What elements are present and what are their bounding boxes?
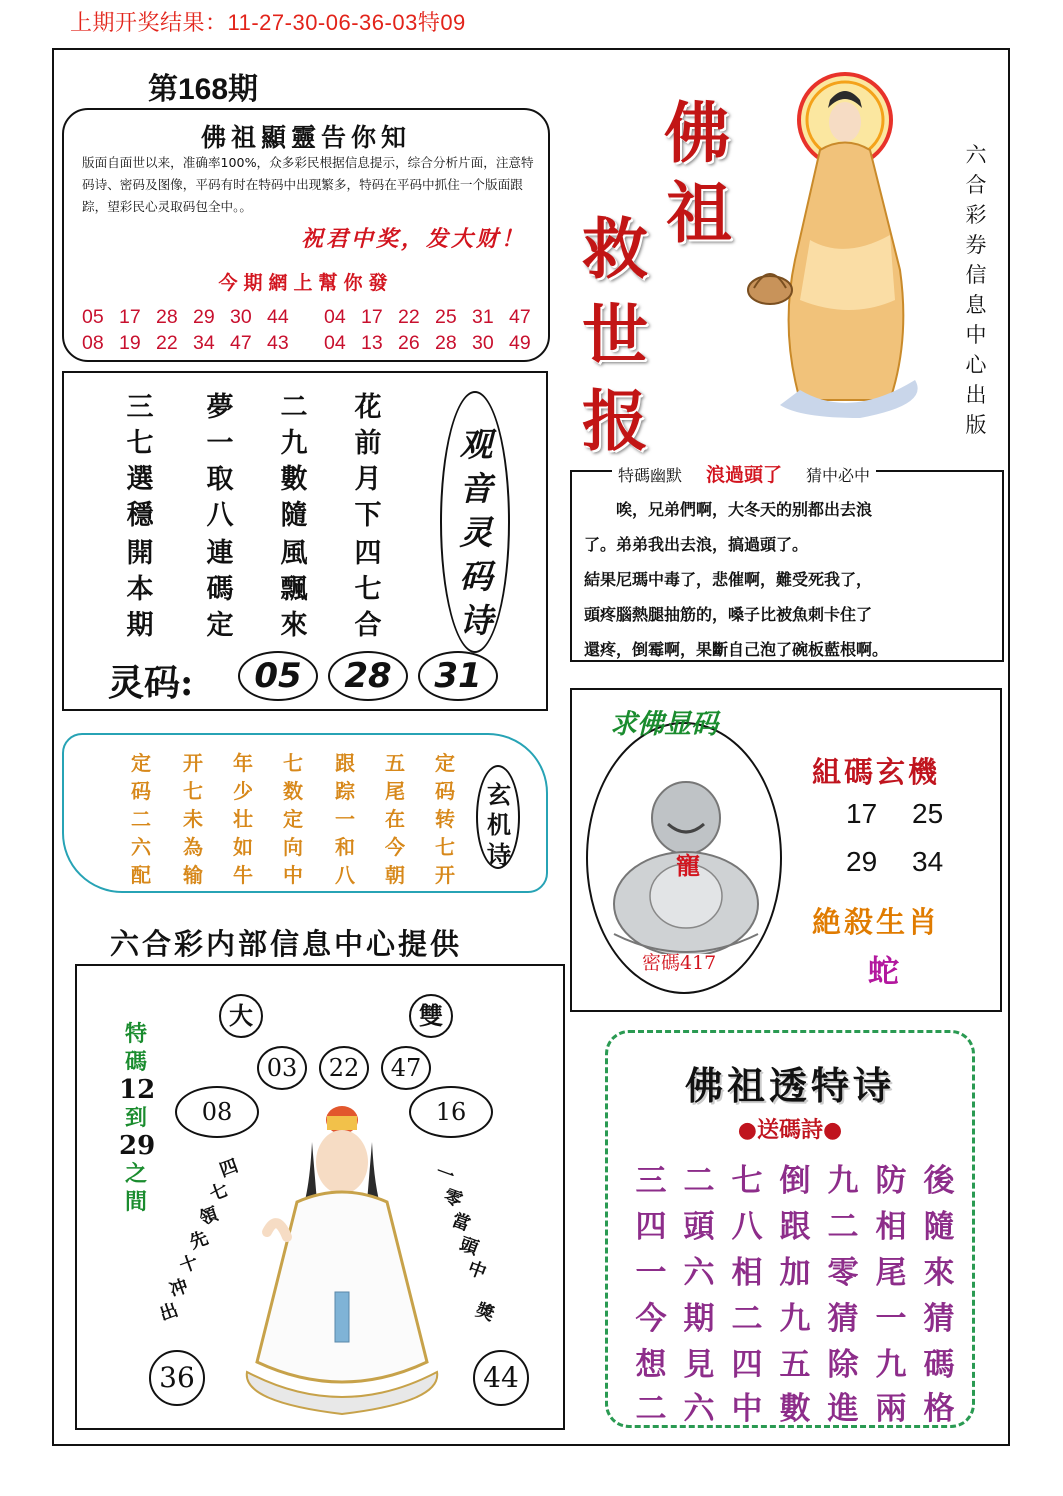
- poem-char: 前: [354, 428, 382, 459]
- poem-char: 定: [206, 610, 234, 641]
- joke-line: 頭疼腦熱腿抽筋的，嗓子比被魚刺卡住了: [584, 605, 873, 624]
- joke-title: 浪過頭了: [706, 464, 783, 486]
- zuma-number: 29: [846, 846, 878, 877]
- number-row: [82, 332, 304, 355]
- oval-char: 玄: [487, 780, 511, 809]
- xuanji-char: 码: [131, 779, 151, 803]
- number: 44: [267, 306, 289, 328]
- buddha-code-title: 求佛显码: [610, 709, 718, 740]
- oval-char: 灵: [459, 513, 493, 552]
- oval-char: 诗: [487, 840, 511, 869]
- poem-char: 碼: [206, 574, 234, 605]
- xuanji-char: 二: [131, 807, 151, 831]
- poem-char: 九: [280, 428, 308, 459]
- poem-char: 花: [354, 392, 382, 423]
- left-verse-char: 冲: [166, 1275, 192, 1302]
- buddha-code-box: [570, 688, 1002, 1012]
- number: 13: [361, 332, 383, 354]
- xuanji-char: 壮: [233, 807, 253, 831]
- number: 08: [82, 332, 104, 354]
- number: 30: [472, 332, 494, 354]
- oval-char: 机: [487, 810, 511, 839]
- lingma-number: 05: [238, 651, 318, 701]
- number: 31: [472, 306, 494, 328]
- right-verse-char: 頭: [456, 1233, 482, 1260]
- xuanji-char: 五: [385, 751, 405, 775]
- special-poem-char: 三: [635, 1163, 667, 1199]
- xuanji-char: 定: [435, 751, 455, 775]
- issue-number: 第168期: [148, 73, 259, 106]
- poem-box: [62, 371, 548, 711]
- special-poem-char: 跟: [779, 1209, 811, 1245]
- special-poem-char: 猜: [827, 1301, 859, 1337]
- provider-text: 六合彩内部信息中心提供: [110, 927, 463, 961]
- number: 30: [230, 306, 252, 328]
- poem-char: 八: [206, 500, 234, 531]
- kill-zodiac-title: 絶殺生肖: [812, 905, 941, 939]
- special-poem-char: 六: [683, 1391, 715, 1427]
- special-poem-char: 今: [635, 1301, 667, 1337]
- right-verse-char: 獎: [472, 1299, 498, 1326]
- special-poem-char: 六: [683, 1255, 715, 1291]
- corner-number: 44: [473, 1350, 529, 1406]
- poem-char: 本: [126, 574, 154, 605]
- joke-body: [584, 492, 992, 667]
- number: 47: [509, 306, 531, 328]
- right-verse-char: 一: [432, 1161, 458, 1188]
- special-poem-char: 想: [635, 1347, 667, 1383]
- left-verse-char: 十: [176, 1251, 202, 1278]
- poem-title-oval: [440, 391, 510, 653]
- xuanji-char: 尾: [385, 779, 405, 803]
- special-poem-char: 二: [683, 1163, 715, 1199]
- poem-char: 四: [354, 538, 382, 569]
- seated-guanyin-illustration: [227, 1102, 457, 1422]
- xuanji-char: 七: [435, 835, 455, 859]
- special-poem-char: 相: [875, 1209, 907, 1245]
- intro-title: 佛祖顯靈告你知: [200, 123, 411, 152]
- left-verse-char: 七: [206, 1179, 232, 1206]
- special-poem-char: 倒: [779, 1163, 811, 1199]
- poem-char: 七: [354, 574, 382, 605]
- poem-char: 夢: [206, 392, 234, 423]
- title-char: 报: [582, 382, 648, 460]
- number-row: [324, 306, 546, 329]
- xuanji-char: 开: [183, 751, 203, 775]
- special-poem-char: 進: [827, 1391, 859, 1427]
- number-row: [324, 332, 546, 355]
- xuanji-char: 转: [435, 807, 455, 831]
- corner-number: 36: [149, 1350, 205, 1406]
- xuanji-char: 向: [283, 835, 303, 859]
- joke-header-left: 特碼幽默: [618, 466, 683, 485]
- special-poem-char: 隨: [923, 1209, 955, 1245]
- title-char: 祖: [666, 174, 732, 252]
- special-poem-char: 二: [827, 1209, 859, 1245]
- kill-zodiac-value: 蛇: [868, 954, 899, 990]
- right-verse-char: 零: [440, 1185, 466, 1212]
- lingma-number: 31: [418, 651, 498, 701]
- special-poem-char: 格: [923, 1391, 955, 1427]
- number: 04: [324, 306, 346, 328]
- number: 17: [119, 306, 141, 328]
- special-poem-char: 防: [875, 1163, 907, 1199]
- xuanji-char: 数: [283, 779, 303, 803]
- xuanji-char: 码: [435, 779, 455, 803]
- special-poem-char: 見: [683, 1347, 715, 1383]
- special-poem-char: 五: [779, 1347, 811, 1383]
- previous-result: 上期开奖结果：11-27-30-06-36-03特09: [70, 10, 466, 35]
- number: 17: [361, 306, 383, 328]
- xuanji-char: 為: [183, 835, 203, 859]
- special-poem-char: 來: [923, 1255, 955, 1291]
- publisher-vertical-text: 六合彩券信息中心出版: [965, 143, 987, 437]
- intro-slogan: 祝君中奖，发大财！: [300, 226, 526, 252]
- number: 22: [398, 306, 420, 328]
- special-poem-char: 九: [779, 1301, 811, 1337]
- top-number: 03: [257, 1046, 307, 1090]
- xuanji-char: 朝: [385, 863, 405, 887]
- poem-char: 期: [126, 610, 154, 641]
- special-poem-title: 佛祖透特诗: [684, 1063, 895, 1108]
- zuma-title: 組碼玄機: [812, 755, 941, 789]
- number-row: [82, 306, 304, 329]
- tema-char: 到: [124, 1105, 147, 1131]
- top-number: 47: [381, 1046, 431, 1090]
- special-poem-char: 期: [683, 1301, 715, 1337]
- poem-char: 穩: [126, 500, 154, 531]
- xuanji-char: 踪: [335, 779, 355, 803]
- xuanji-char: 如: [233, 835, 253, 859]
- left-verse-char: 四: [216, 1155, 242, 1182]
- poem-char: 數: [280, 464, 308, 495]
- password-code: 密碼417: [642, 952, 717, 974]
- title-char: 佛: [664, 94, 730, 172]
- special-poem-char: 九: [875, 1347, 907, 1383]
- xuanji-char: 配: [131, 863, 151, 887]
- xuanji-char: 中: [283, 863, 303, 887]
- intro-body: 版面自面世以来，准确率100%，众多彩民根据信息提示，综合分析片面，注意特码诗、密码及图像，平码有时在特码中出现繁多，特码在平码中抓住一个版面跟踪，望彩民心灵取码包全中。。: [82, 155, 534, 214]
- tema-range: [119, 1020, 156, 1216]
- number: 43: [267, 332, 289, 354]
- xuanji-char: 年: [233, 751, 253, 775]
- buddha-center-char: 寵: [676, 851, 700, 880]
- tema-char: 碼: [124, 1049, 147, 1075]
- special-poem-char: 四: [731, 1347, 763, 1383]
- poem-char: 合: [354, 610, 382, 641]
- oval-char: 观: [459, 425, 493, 464]
- xuanji-char: 开: [435, 863, 455, 887]
- number: 28: [435, 332, 457, 354]
- special-poem-char: 七: [731, 1163, 763, 1199]
- xuanji-char: 在: [385, 807, 405, 831]
- special-poem-char: 相: [731, 1255, 763, 1291]
- poem-char: 取: [206, 464, 234, 495]
- special-poem-char: 四: [635, 1209, 667, 1245]
- side-number: 16: [409, 1086, 493, 1138]
- number: 22: [156, 332, 178, 354]
- xuanji-char: 六: [131, 835, 151, 859]
- double-label: 雙: [409, 994, 453, 1038]
- special-poem-char: 除: [827, 1347, 859, 1383]
- joke-line: 還疼，倒霉啊，果斷自己泡了碗板藍根啊。: [584, 640, 889, 659]
- tema-char: 之: [124, 1161, 147, 1187]
- xuanji-char: 牛: [233, 863, 253, 887]
- xuanji-char: 输: [183, 863, 203, 887]
- side-number: 08: [175, 1086, 259, 1138]
- number: 49: [509, 332, 531, 354]
- special-poem-char: 碼: [923, 1347, 955, 1383]
- number: 47: [230, 332, 252, 354]
- special-poem-char: 中: [731, 1391, 763, 1427]
- tema-char: 間: [124, 1189, 147, 1215]
- xuanji-char: 跟: [335, 751, 355, 775]
- number: 04: [324, 332, 346, 354]
- joke-header-right: 猜中必中: [806, 466, 871, 485]
- top-number: 22: [319, 1046, 369, 1090]
- xuanji-char: 今: [385, 835, 405, 859]
- number: 28: [156, 306, 178, 328]
- special-poem-char: 數: [779, 1391, 811, 1427]
- right-verse-char: 中: [464, 1257, 490, 1284]
- xuanji-char: 一: [335, 807, 355, 831]
- left-verse-char: 領: [196, 1203, 222, 1230]
- number: 29: [193, 306, 215, 328]
- left-verse-char: 先: [186, 1227, 212, 1254]
- poem-char: 開: [126, 538, 154, 569]
- number: 05: [82, 306, 104, 328]
- xuanji-char: 和: [335, 835, 355, 859]
- poem-char: 來: [280, 610, 308, 641]
- xuanji-char: 七: [183, 779, 203, 803]
- special-poem-char: 尾: [875, 1255, 907, 1291]
- number: 34: [193, 332, 215, 354]
- guanyin-standing-illustration: [740, 60, 960, 420]
- poem-char: 風: [280, 538, 308, 569]
- special-poem-char: 一: [875, 1301, 907, 1337]
- poem-char: 飄: [280, 574, 308, 605]
- xuanji-char: 定: [131, 751, 151, 775]
- poem-char: 連: [206, 538, 234, 569]
- number: 19: [119, 332, 141, 354]
- special-poem-char: 加: [779, 1255, 811, 1291]
- xuanji-char: 定: [283, 807, 303, 831]
- oval-char: 诗: [459, 601, 493, 640]
- special-poem-char: 兩: [875, 1391, 907, 1427]
- zuma-number: 25: [912, 798, 944, 829]
- title-char: 世: [582, 296, 648, 374]
- special-poem-subtitle: ●送碼詩●: [737, 1117, 843, 1143]
- lingma-number: 28: [328, 651, 408, 701]
- xuanji-title-oval: [476, 765, 520, 869]
- special-poem-char: 頭: [683, 1209, 715, 1245]
- zuma-number: 34: [912, 846, 944, 877]
- joke-header: [612, 460, 876, 487]
- special-poem-char: 二: [635, 1391, 667, 1427]
- xuanji-char: 少: [233, 779, 253, 803]
- poem-char: 三: [126, 392, 154, 423]
- number: 26: [398, 332, 420, 354]
- tema-number: 29: [119, 1131, 156, 1161]
- seated-guanyin-box: [75, 964, 565, 1430]
- special-poem-char: 九: [827, 1163, 859, 1199]
- poem-char: 二: [280, 392, 308, 423]
- special-poem-char: 零: [827, 1255, 859, 1291]
- poem-char: 七: [126, 428, 154, 459]
- lingma-label: 灵码:: [108, 662, 194, 704]
- joke-line: 了。弟弟我出去浪，搞過頭了。: [584, 535, 809, 554]
- tema-number: 12: [119, 1075, 156, 1105]
- xuanji-poem-box: [62, 733, 548, 893]
- special-poem-char: 猜: [923, 1301, 955, 1337]
- right-verse-char: 當: [448, 1209, 474, 1236]
- xuanji-char: 未: [183, 807, 203, 831]
- xuanji-char: 八: [335, 863, 355, 887]
- special-poem-box: [605, 1030, 975, 1428]
- left-verse-char: 出: [156, 1299, 182, 1326]
- title-char: 救: [582, 210, 648, 288]
- xuanji-char: 七: [283, 751, 303, 775]
- joke-line: 結果尼瑪中毒了，悲催啊，難受死我了，: [584, 570, 873, 589]
- zuma-number: 17: [846, 798, 878, 829]
- poem-char: 隨: [280, 500, 308, 531]
- joke-line: 唉，兄弟們啊，大冬天的别都出去浪: [584, 500, 873, 519]
- intro-subtitle: 今期網上幫你發: [218, 272, 394, 294]
- joke-box: [570, 464, 1004, 662]
- poem-char: 下: [354, 500, 382, 531]
- special-poem-char: 一: [635, 1255, 667, 1291]
- big-label: 大: [219, 994, 263, 1038]
- poem-char: 一: [206, 428, 234, 459]
- poem-char: 月: [354, 464, 382, 495]
- oval-char: 音: [459, 469, 493, 508]
- special-poem-char: 八: [731, 1209, 763, 1245]
- tema-char: 特: [124, 1021, 147, 1047]
- oval-char: 码: [459, 557, 493, 596]
- poem-char: 選: [126, 464, 154, 495]
- number: 25: [435, 306, 457, 328]
- special-poem-char: 二: [731, 1301, 763, 1337]
- intro-box: [62, 108, 550, 362]
- special-poem-char: 後: [923, 1163, 955, 1199]
